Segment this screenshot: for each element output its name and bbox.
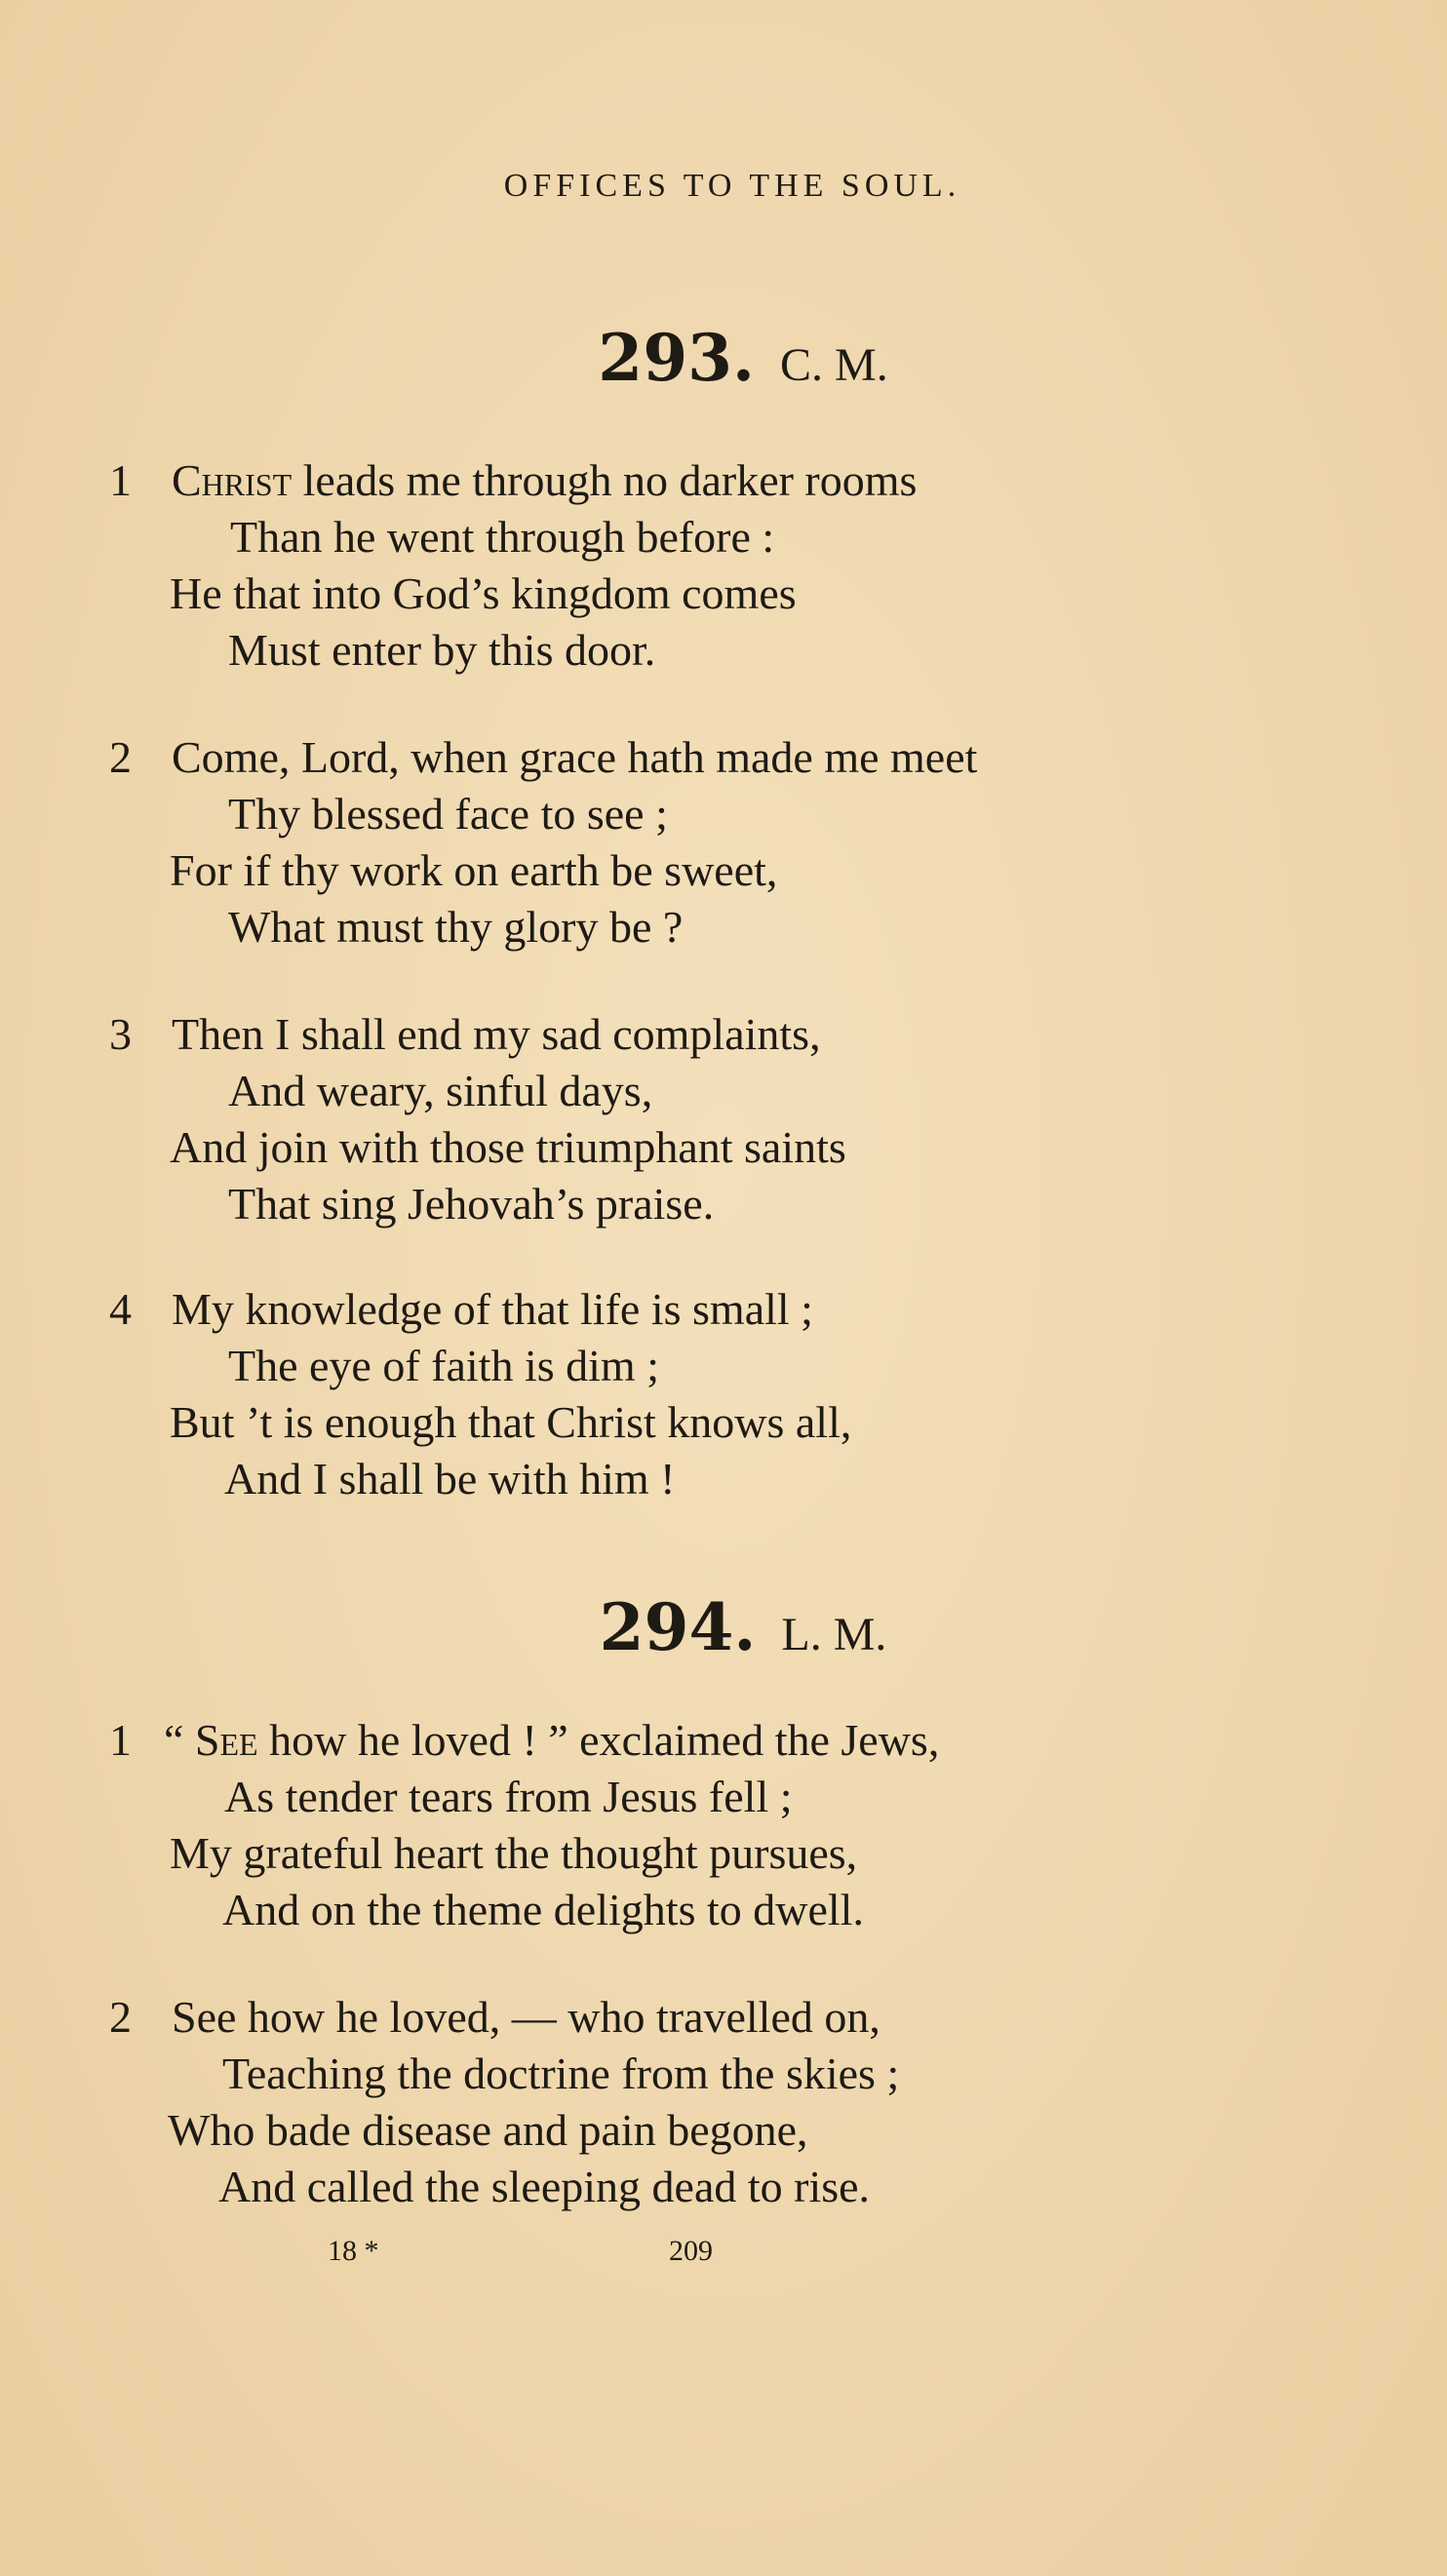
verse-line: He that into God’s kingdom comes (170, 568, 797, 618)
verse-first-word: See (194, 1715, 258, 1765)
verse-number: 1 (109, 455, 132, 505)
open-quote: “ (164, 1715, 184, 1765)
verse-number: 1 (109, 1715, 132, 1765)
verse-line: But ’t is enough that Christ knows all, (170, 1397, 852, 1447)
verse-line: And called the sleeping dead to rise. (218, 2162, 871, 2211)
page-number: 209 (669, 2235, 713, 2267)
hymn-heading-293 (0, 320, 1447, 396)
signature-mark: 18 * (328, 2235, 379, 2267)
verse-number: 2 (109, 732, 132, 782)
hymn-heading-294 (0, 1589, 1447, 1665)
verse-line: And join with those triumphant saints (170, 1122, 846, 1172)
verse-line-text: leads me through no darker rooms (302, 455, 918, 505)
verse-line: And on the theme delights to dwell. (222, 1885, 864, 1934)
verse-number: 4 (109, 1284, 132, 1334)
hymn-number: 293. (598, 320, 756, 396)
verse-line: As tender tears from Jesus fell ; (224, 1772, 793, 1821)
verse-first-word: Christ (172, 455, 293, 505)
verse-line (172, 455, 918, 505)
verse-line: Then I shall end my sad complaints, (172, 1009, 821, 1059)
verse-line: My grateful heart the thought pursues, (170, 1828, 858, 1878)
verse-line: And I shall be with him ! (224, 1454, 676, 1503)
verse-line: The eye of faith is dim ; (228, 1341, 659, 1390)
verse-line: My knowledge of that life is small ; (172, 1284, 813, 1334)
running-head: OFFICES TO THE SOUL. (503, 168, 961, 204)
hymn-meter: L. M. (781, 1609, 887, 1660)
verse-line: Who bade disease and pain begone, (168, 2105, 808, 2155)
verse-line: Must enter by this door. (228, 625, 656, 675)
verse-line: For if thy work on earth be sweet, (170, 845, 778, 895)
hymn-meter: C. M. (780, 339, 888, 391)
verse-line: That sing Jehovah’s praise. (228, 1179, 715, 1229)
verse-number: 2 (109, 1992, 132, 2042)
verse-line: See how he loved, — who travelled on, (172, 1992, 880, 2042)
verse-line: And weary, sinful days, (228, 1066, 653, 1115)
verse-line: What must thy glory be ? (228, 902, 684, 952)
verse-line: Come, Lord, when grace hath made me meet (172, 732, 978, 782)
verse-line (164, 1715, 940, 1765)
verse-number: 3 (109, 1009, 132, 1059)
hymn-number: 294. (599, 1589, 757, 1665)
verse-line-text: how he loved ! ” exclaimed the Jews, (269, 1715, 940, 1765)
verse-line: Teaching the doctrine from the skies ; (222, 2049, 900, 2098)
verse-line: Thy blessed face to see ; (228, 789, 668, 839)
verse-line: Than he went through before : (230, 512, 775, 562)
